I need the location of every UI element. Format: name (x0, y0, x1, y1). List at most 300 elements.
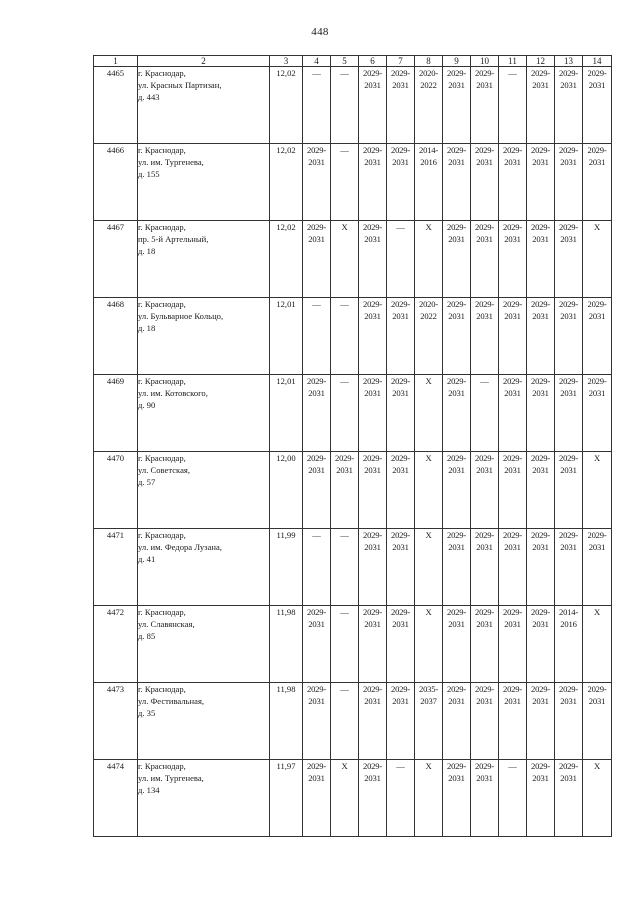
period-end: 2031 (364, 234, 381, 244)
value-cell: 11,98 (270, 606, 303, 683)
address-line: г. Краснодар, (138, 607, 186, 617)
period-cell (359, 760, 387, 837)
period-cell (527, 67, 555, 144)
period-cell (555, 683, 583, 760)
period-start: 2029- (390, 299, 411, 309)
period-start: 2029- (474, 145, 495, 155)
period-end: 2031 (532, 619, 549, 629)
period-end: 2031 (504, 388, 521, 398)
period-start: 2029- (530, 145, 551, 155)
period-end: 2031 (392, 696, 409, 706)
page-number: 448 (311, 26, 329, 38)
period-start: 2029- (587, 684, 607, 694)
period-cell (555, 221, 583, 298)
period-cell (387, 606, 415, 683)
period-end: 2031 (392, 388, 409, 398)
period-cell (415, 683, 443, 760)
period-start: 2029- (587, 68, 607, 78)
period-start: 2014- (558, 607, 579, 617)
value-cell: 12,00 (270, 452, 303, 529)
period-start: 2029- (390, 145, 411, 155)
period-cell: — (387, 221, 415, 298)
period-cell (555, 452, 583, 529)
address-cell (138, 375, 270, 452)
period-end: 2031 (560, 542, 577, 552)
table-row (94, 375, 612, 452)
period-start: 2029- (587, 145, 607, 155)
period-start: 2029- (362, 684, 383, 694)
period-end: 2031 (448, 619, 465, 629)
value-cell: 12,01 (270, 298, 303, 375)
period-cell (443, 452, 471, 529)
address-line: д. 18 (138, 323, 156, 333)
period-cell: — (499, 67, 527, 144)
period-cell (387, 683, 415, 760)
period-cell (555, 67, 583, 144)
period-cell (303, 221, 331, 298)
period-cell (471, 221, 499, 298)
table-row (94, 298, 612, 375)
period-end: 2031 (308, 619, 325, 629)
period-cell (415, 298, 443, 375)
address-line: г. Краснодар, (138, 145, 186, 155)
period-cell (555, 144, 583, 221)
address-cell (138, 683, 270, 760)
period-cell (527, 683, 555, 760)
period-end: 2031 (448, 388, 465, 398)
period-cell (527, 298, 555, 375)
record-number: 4467 (94, 221, 138, 298)
period-cell (583, 298, 612, 375)
value-cell: 11,97 (270, 760, 303, 837)
address-cell (138, 452, 270, 529)
column-number-3: 3 (270, 56, 303, 67)
period-end: 2031 (560, 234, 577, 244)
period-cell (387, 298, 415, 375)
period-start: 2029- (390, 684, 411, 694)
period-start: 2020- (418, 68, 439, 78)
period-cell (555, 529, 583, 606)
period-end: 2031 (504, 542, 521, 552)
period-end: 2031 (532, 696, 549, 706)
period-end: 2031 (364, 388, 381, 398)
period-end: 2031 (392, 542, 409, 552)
address-line: ул. Фестивальная, (138, 696, 205, 706)
address-line: г. Краснодар, (138, 376, 186, 386)
period-start: 2029- (558, 299, 579, 309)
period-cell (583, 529, 612, 606)
period-cell (303, 760, 331, 837)
period-end: 2031 (560, 696, 577, 706)
period-end: 2031 (476, 542, 493, 552)
period-end: 2031 (364, 311, 381, 321)
value-cell: 12,01 (270, 375, 303, 452)
value-cell: 11,98 (270, 683, 303, 760)
period-cell (359, 221, 387, 298)
record-number: 4473 (94, 683, 138, 760)
period-cell (443, 67, 471, 144)
period-cell (303, 606, 331, 683)
period-cell: — (331, 67, 359, 144)
period-start: 2029- (306, 222, 327, 232)
period-cell: — (499, 760, 527, 837)
period-start: 2035- (418, 684, 439, 694)
period-end: 2037 (420, 696, 437, 706)
table-row (94, 221, 612, 298)
period-start: 2029- (474, 761, 495, 771)
period-cell (499, 375, 527, 452)
table-row (94, 67, 612, 144)
period-start: 2029- (362, 145, 383, 155)
address-line: г. Краснодар, (138, 453, 186, 463)
period-cell (583, 67, 612, 144)
column-number-7: 7 (387, 56, 415, 67)
period-cell: X (583, 221, 612, 298)
period-end: 2022 (420, 80, 437, 90)
period-cell (499, 221, 527, 298)
value-cell: 11,99 (270, 529, 303, 606)
period-cell: — (331, 683, 359, 760)
period-start: 2029- (530, 376, 551, 386)
period-end: 2031 (364, 696, 381, 706)
period-start: 2029- (502, 222, 523, 232)
period-cell (527, 606, 555, 683)
period-start: 2029- (558, 684, 579, 694)
address-line: г. Краснодар, (138, 684, 186, 694)
period-start: 2029- (362, 68, 383, 78)
period-end: 2031 (560, 465, 577, 475)
period-cell (303, 375, 331, 452)
period-cell (527, 452, 555, 529)
period-end: 2031 (448, 696, 465, 706)
period-end: 2031 (532, 234, 549, 244)
period-end: 2031 (364, 773, 381, 783)
period-cell (443, 529, 471, 606)
registry-table (93, 55, 612, 837)
period-start: 2029- (362, 299, 383, 309)
period-cell: — (387, 760, 415, 837)
period-start: 2029- (446, 453, 467, 463)
period-cell (471, 529, 499, 606)
period-cell (359, 529, 387, 606)
record-number: 4471 (94, 529, 138, 606)
period-cell: X (415, 606, 443, 683)
column-number-row (94, 56, 612, 67)
period-end: 2031 (476, 80, 493, 90)
period-cell (499, 452, 527, 529)
period-end: 2031 (308, 465, 325, 475)
period-cell: — (303, 298, 331, 375)
period-end: 2031 (364, 542, 381, 552)
period-end: 2031 (476, 465, 493, 475)
period-end: 2031 (308, 157, 325, 167)
period-start: 2029- (362, 530, 383, 540)
period-end: 2031 (392, 157, 409, 167)
address-line: ул. Славянская, (138, 619, 195, 629)
period-cell: — (331, 144, 359, 221)
period-cell: X (583, 606, 612, 683)
period-cell (555, 298, 583, 375)
period-cell (303, 683, 331, 760)
period-cell: X (415, 452, 443, 529)
address-line: г. Краснодар, (138, 68, 186, 78)
period-cell (527, 144, 555, 221)
period-start: 2029- (306, 684, 327, 694)
period-end: 2031 (448, 157, 465, 167)
column-number-13: 13 (555, 56, 583, 67)
address-line: ул. им. Тургенева, (138, 773, 204, 783)
period-end: 2031 (364, 619, 381, 629)
address-cell (138, 221, 270, 298)
period-start: 2020- (418, 299, 439, 309)
period-start: 2029- (587, 299, 607, 309)
period-start: 2029- (530, 299, 551, 309)
address-line: г. Краснодар, (138, 761, 186, 771)
period-cell (583, 683, 612, 760)
period-start: 2029- (390, 607, 411, 617)
period-cell (527, 760, 555, 837)
period-start: 2029- (502, 684, 523, 694)
period-start: 2029- (306, 453, 327, 463)
period-cell (471, 67, 499, 144)
period-start: 2029- (306, 607, 327, 617)
address-cell (138, 67, 270, 144)
address-line: ул. им. Котовского, (138, 388, 208, 398)
period-end: 2031 (560, 157, 577, 167)
address-line: д. 90 (138, 400, 156, 410)
value-cell: 12,02 (270, 221, 303, 298)
period-cell (387, 67, 415, 144)
period-end: 2031 (476, 157, 493, 167)
period-end: 2031 (448, 80, 465, 90)
table-row (94, 452, 612, 529)
record-number: 4472 (94, 606, 138, 683)
period-cell (443, 375, 471, 452)
period-start: 2029- (587, 376, 607, 386)
period-start: 2029- (446, 145, 467, 155)
period-start: 2029- (530, 684, 551, 694)
period-end: 2031 (308, 388, 325, 398)
period-cell (387, 375, 415, 452)
address-line: д. 155 (138, 169, 160, 179)
period-end: 2031 (476, 773, 493, 783)
period-start: 2029- (530, 530, 551, 540)
period-end: 2031 (532, 311, 549, 321)
address-line: ул. им. Федора Лузана, (138, 542, 222, 552)
period-start: 2029- (474, 299, 495, 309)
period-end: 2016 (420, 157, 437, 167)
period-cell (499, 298, 527, 375)
period-start: 2029- (446, 222, 467, 232)
column-number-2: 2 (138, 56, 270, 67)
period-start: 2029- (334, 453, 355, 463)
record-number: 4465 (94, 67, 138, 144)
period-start: 2029- (558, 761, 579, 771)
period-cell (331, 452, 359, 529)
period-end: 2031 (560, 80, 577, 90)
address-line: г. Краснодар, (138, 530, 186, 540)
period-end: 2031 (392, 80, 409, 90)
period-cell: X (415, 529, 443, 606)
period-end: 2031 (392, 465, 409, 475)
period-cell (583, 144, 612, 221)
column-number-1: 1 (94, 56, 138, 67)
period-start: 2029- (390, 453, 411, 463)
period-end: 2031 (560, 388, 577, 398)
period-cell (387, 144, 415, 221)
period-start: 2029- (558, 222, 579, 232)
period-end: 2031 (588, 542, 606, 552)
period-cell (359, 298, 387, 375)
address-line: г. Краснодар, (138, 299, 186, 309)
period-end: 2031 (588, 388, 606, 398)
value-cell: 12,02 (270, 144, 303, 221)
period-cell: X (415, 375, 443, 452)
address-line: д. 134 (138, 785, 160, 795)
period-cell (443, 144, 471, 221)
record-number: 4469 (94, 375, 138, 452)
period-cell: X (583, 452, 612, 529)
period-start: 2029- (446, 607, 467, 617)
period-cell: X (415, 221, 443, 298)
period-cell (499, 683, 527, 760)
period-start: 2029- (362, 222, 383, 232)
period-end: 2022 (420, 311, 437, 321)
period-start: 2029- (306, 376, 327, 386)
period-cell (527, 375, 555, 452)
column-number-6: 6 (359, 56, 387, 67)
table-row (94, 144, 612, 221)
period-cell (415, 67, 443, 144)
period-start: 2029- (362, 376, 383, 386)
address-line: ул. Советская, (138, 465, 190, 475)
period-end: 2031 (392, 311, 409, 321)
period-cell (471, 683, 499, 760)
period-cell (499, 606, 527, 683)
period-cell (359, 683, 387, 760)
address-cell (138, 529, 270, 606)
period-start: 2029- (474, 684, 495, 694)
period-start: 2014- (418, 145, 439, 155)
address-line: д. 41 (138, 554, 156, 564)
period-start: 2029- (530, 68, 551, 78)
period-start: 2029- (502, 376, 523, 386)
period-start: 2029- (558, 68, 579, 78)
period-cell: — (331, 375, 359, 452)
period-start: 2029- (502, 299, 523, 309)
period-cell (443, 298, 471, 375)
period-start: 2029- (530, 761, 551, 771)
period-cell (443, 221, 471, 298)
period-start: 2029- (558, 530, 579, 540)
period-cell (471, 144, 499, 221)
period-cell (471, 298, 499, 375)
period-cell (303, 144, 331, 221)
table-row (94, 760, 612, 837)
record-number: 4470 (94, 452, 138, 529)
period-end: 2031 (308, 234, 325, 244)
period-start: 2029- (390, 376, 411, 386)
period-end: 2031 (308, 696, 325, 706)
period-end: 2031 (504, 311, 521, 321)
period-end: 2031 (448, 234, 465, 244)
period-start: 2029- (446, 761, 467, 771)
period-end: 2031 (448, 773, 465, 783)
period-cell: — (303, 529, 331, 606)
column-number-8: 8 (415, 56, 443, 67)
period-cell (359, 144, 387, 221)
period-start: 2029- (474, 453, 495, 463)
address-line: ул. Красных Партизан, (138, 80, 222, 90)
period-start: 2029- (362, 453, 383, 463)
record-number: 4468 (94, 298, 138, 375)
period-start: 2029- (558, 453, 579, 463)
period-end: 2031 (476, 696, 493, 706)
period-cell (359, 375, 387, 452)
address-line: д. 57 (138, 477, 156, 487)
period-cell (555, 606, 583, 683)
period-start: 2029- (502, 145, 523, 155)
address-line: ул. им. Тургенева, (138, 157, 204, 167)
value-cell: 12,02 (270, 67, 303, 144)
period-end: 2031 (364, 157, 381, 167)
address-line: д. 85 (138, 631, 156, 641)
period-start: 2029- (390, 68, 411, 78)
period-end: 2031 (588, 696, 606, 706)
period-cell (443, 606, 471, 683)
address-line: д. 18 (138, 246, 156, 256)
period-start: 2029- (474, 68, 495, 78)
column-number-4: 4 (303, 56, 331, 67)
period-end: 2031 (504, 696, 521, 706)
period-end: 2016 (560, 619, 577, 629)
period-end: 2031 (364, 80, 381, 90)
period-end: 2031 (560, 773, 577, 783)
period-cell (359, 452, 387, 529)
period-start: 2029- (306, 145, 327, 155)
period-cell (303, 452, 331, 529)
period-cell (555, 760, 583, 837)
period-start: 2029- (558, 145, 579, 155)
period-end: 2031 (392, 619, 409, 629)
period-cell (499, 529, 527, 606)
address-line: ул. Бульварное Кольцо, (138, 311, 224, 321)
column-number-9: 9 (443, 56, 471, 67)
period-end: 2031 (504, 157, 521, 167)
period-cell (471, 606, 499, 683)
period-end: 2031 (532, 80, 549, 90)
period-end: 2031 (364, 465, 381, 475)
period-start: 2029- (530, 607, 551, 617)
period-end: 2031 (532, 773, 549, 783)
period-cell (471, 452, 499, 529)
period-end: 2031 (588, 80, 606, 90)
period-end: 2031 (476, 234, 493, 244)
period-end: 2031 (308, 773, 325, 783)
period-cell: — (331, 298, 359, 375)
period-end: 2031 (532, 542, 549, 552)
address-cell (138, 606, 270, 683)
period-cell (583, 375, 612, 452)
period-start: 2029- (474, 222, 495, 232)
period-start: 2029- (502, 530, 523, 540)
period-start: 2029- (502, 453, 523, 463)
record-number: 4474 (94, 760, 138, 837)
period-start: 2029- (446, 68, 467, 78)
period-cell: — (331, 529, 359, 606)
period-start: 2029- (362, 761, 383, 771)
period-start: 2029- (446, 299, 467, 309)
